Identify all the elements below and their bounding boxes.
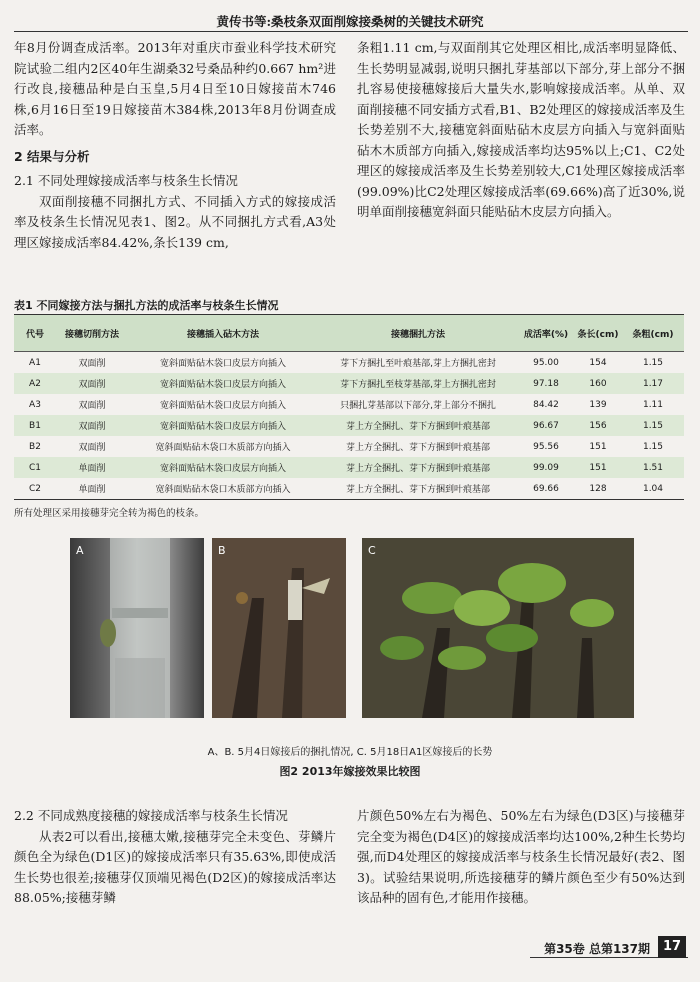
- header-cell: 接穗捆扎方法: [318, 315, 518, 352]
- table-cell: 宽斜面贴砧木袋口皮层方向插入: [159, 359, 286, 369]
- photo-label: A: [76, 544, 84, 557]
- table-cell: C1: [14, 457, 56, 478]
- photo-a: [70, 538, 204, 718]
- table-cell: A1: [29, 357, 41, 368]
- header-cell: 代号: [14, 315, 56, 352]
- table-cell: 1.15: [642, 357, 664, 368]
- table-cell: 69.66: [518, 478, 574, 500]
- table-cell: 1.17: [622, 373, 684, 394]
- table-cell: 151: [589, 441, 607, 452]
- paragraph: 条粗1.11 cm,与双面削其它处理区相比,成活率明显降低、生长势明显减弱,说明只捆扎芽基部以下部分,芽上部分不捆扎容易使接穗嫁接后大量失水,影响嫁接成活率。从单、双面削接穗不同安插方式看,B1、B2处理区的嫁接成活率及生长势差别不大,接穗宽斜面贴砧木皮层方向插入与宽斜面贴砧木木质部方向插入,嫁接成活率均达95%以上;C1、C2处理区的嫁接成活率及生长势差别较大,C1处理区嫁接成活率(99.09%)比C2处理区嫁接成活率(69.66%)高了近30%,说明单面削接穗宽斜面只能贴砧木皮层方向插入。: [357, 40, 685, 219]
- table-cell: 双面削: [78, 401, 106, 411]
- table-cell: 芽下方捆扎至枝芽基部,芽上方捆扎密封: [318, 373, 518, 394]
- table-cell: A3: [29, 399, 41, 410]
- table-cell: 1.15: [642, 441, 664, 452]
- section-heading: 2 结果与分析: [14, 148, 90, 164]
- table-cell: 97.18: [518, 373, 574, 394]
- subsection-heading: 2.1 不同处理嫁接成活率与枝条生长情况: [14, 173, 238, 188]
- table-cell: B1: [14, 415, 56, 436]
- table-cell: 芽上方全捆扎、芽下方捆到叶痕基部: [318, 415, 518, 436]
- table-cell: 160: [574, 373, 622, 394]
- table-cell: 宽斜面贴砧木袋口皮层方向插入: [128, 373, 318, 394]
- table-header-row: [14, 315, 684, 352]
- table-cell: 芽上方全捆扎、芽下方捆到叶痕基部: [345, 443, 490, 453]
- table-cell: A2: [14, 373, 56, 394]
- header-rule: [14, 31, 688, 32]
- table-cell: 双面削: [78, 443, 106, 453]
- table-cell: 99.09: [518, 457, 574, 478]
- table-cell: C2: [14, 478, 56, 500]
- table-row: [14, 373, 684, 394]
- table-cell: 宽斜面贴砧木袋口皮层方向插入: [128, 415, 318, 436]
- table-cell: 双面削: [56, 373, 128, 394]
- header-cell: 条长(cm): [574, 315, 622, 352]
- table-cell: 宽斜面贴砧木袋口皮层方向插入: [159, 401, 286, 411]
- table-cell: 芽下方捆扎至叶痕基部,芽上方捆扎密封: [340, 359, 496, 369]
- photo-label: C: [368, 544, 376, 557]
- table-cell: 芽上方全捆扎、芽下方捆到叶痕基部: [318, 457, 518, 478]
- table-cell: 只捆扎芽基部以下部分,芽上部分不捆扎: [340, 401, 496, 411]
- table-cell: 156: [574, 415, 622, 436]
- header-cell: 接穗切削方法: [56, 315, 128, 352]
- header-cell: 接穗插入砧木方法: [128, 315, 318, 352]
- table-row: [14, 457, 684, 478]
- table-cell: 1.11: [642, 399, 664, 410]
- photo-a-scene: [70, 538, 204, 718]
- table-cell: 1.15: [622, 415, 684, 436]
- table-cell: 单面削: [56, 457, 128, 478]
- table-cell: 139: [589, 399, 607, 410]
- table-cell: 单面削: [56, 478, 128, 500]
- lower-right-column: [357, 806, 685, 909]
- table-cell: 双面削: [56, 415, 128, 436]
- table-cell: 宽斜面贴砧木袋口皮层方向插入: [128, 457, 318, 478]
- table-cell: 154: [589, 357, 607, 368]
- table-cell: 1.04: [622, 478, 684, 500]
- table-note: 所有处理区采用接穗芽完全转为褐色的枝条。: [14, 508, 205, 519]
- table-caption: 表1 不同嫁接方法与捆扎方法的成活率与枝条生长情况: [14, 299, 279, 312]
- table-cell: 84.42: [533, 399, 559, 410]
- paragraph: 双面削接穗不同捆扎方式、不同插入方式的嫁接成活率及枝条生长情况见表1、图2。从不同捆扎方式看,A3处理区嫁接成活率84.42%,条长139 cm,: [14, 193, 336, 250]
- table-cell: B2: [29, 441, 41, 452]
- table-cell: 96.67: [518, 415, 574, 436]
- issue-info: 第35卷 总第137期: [544, 942, 650, 956]
- lower-left-column: [14, 806, 336, 909]
- table-cell: 95.00: [533, 357, 559, 368]
- photo-c-scene: [362, 538, 634, 718]
- table-cell: 95.56: [533, 441, 559, 452]
- photo-c: [362, 538, 634, 718]
- figure-title: 图2 2013年嫁接效果比较图: [279, 765, 421, 778]
- header-cell: 成活率(%): [518, 315, 574, 352]
- left-column: [14, 38, 336, 253]
- table-cell: 双面削: [78, 359, 106, 369]
- photo-b-scene: [212, 538, 346, 718]
- paragraph: 年8月份调查成活率。2013年对重庆市蚕业科学技术研究院试验二组内2区40年生湖桑32号桑品种约0.667 hm²进行改良,接穗品种是白玉皇,5月4日至10日嫁接苗木746株,6月16日至19日嫁接苗木384株,2013年8月份调查成活率。: [14, 40, 336, 137]
- table-cell: 151: [574, 457, 622, 478]
- table-row: [14, 436, 684, 457]
- data-table: [14, 314, 684, 500]
- table-cell: 宽斜面贴砧木袋口木质部方向插入: [128, 478, 318, 500]
- paragraph: 从表2可以看出,接穗太嫩,接穗芽完全未变色、芽鳞片颜色全为绿色(D1区)的嫁接成活率只有35.63%,即使成活生长势也很差;接穗芽仅顶端见褐色(D2区)的嫁接成活率达88.05%;接穗芽鳞: [14, 828, 336, 905]
- table-cell: 宽斜面贴砧木袋口木质部方向插入: [155, 443, 291, 453]
- right-column: [357, 38, 685, 223]
- subsection-heading: 2.2 不同成熟度接穗的嫁接成活率与枝条生长情况: [14, 808, 288, 823]
- table-row: [14, 478, 684, 500]
- paragraph: 片颜色50%左右为褐色、50%左右为绿色(D3区)与接穗芽完全变为褐色(D4区)的嫁接成活率均达100%,2种生长势均强,而D4处理区的嫁接成活率与枝条生长情况最好(表2、图3)。试验结果说明,所选接穗芽的鳞片颜色至少有50%达到该品种的固有色,才能用作接穗。: [357, 808, 685, 905]
- photo-b: [212, 538, 346, 718]
- photo-label: B: [218, 544, 226, 557]
- figure-caption: A、B. 5月4日嫁接后的捆扎情况, C. 5月18日A1区嫁接后的长势: [207, 747, 493, 758]
- table-row: [14, 415, 684, 436]
- table-cell: 128: [574, 478, 622, 500]
- page-number: 17: [658, 936, 686, 958]
- table-cell: 芽上方全捆扎、芽下方捆到叶痕基部: [318, 478, 518, 500]
- table-row: [14, 394, 684, 415]
- header-cell: 条粗(cm): [622, 315, 684, 352]
- table-row: [14, 352, 684, 374]
- running-header: 黄传书等:桑枝条双面削嫁接桑树的关键技术研究: [216, 14, 484, 29]
- table-cell: 1.51: [622, 457, 684, 478]
